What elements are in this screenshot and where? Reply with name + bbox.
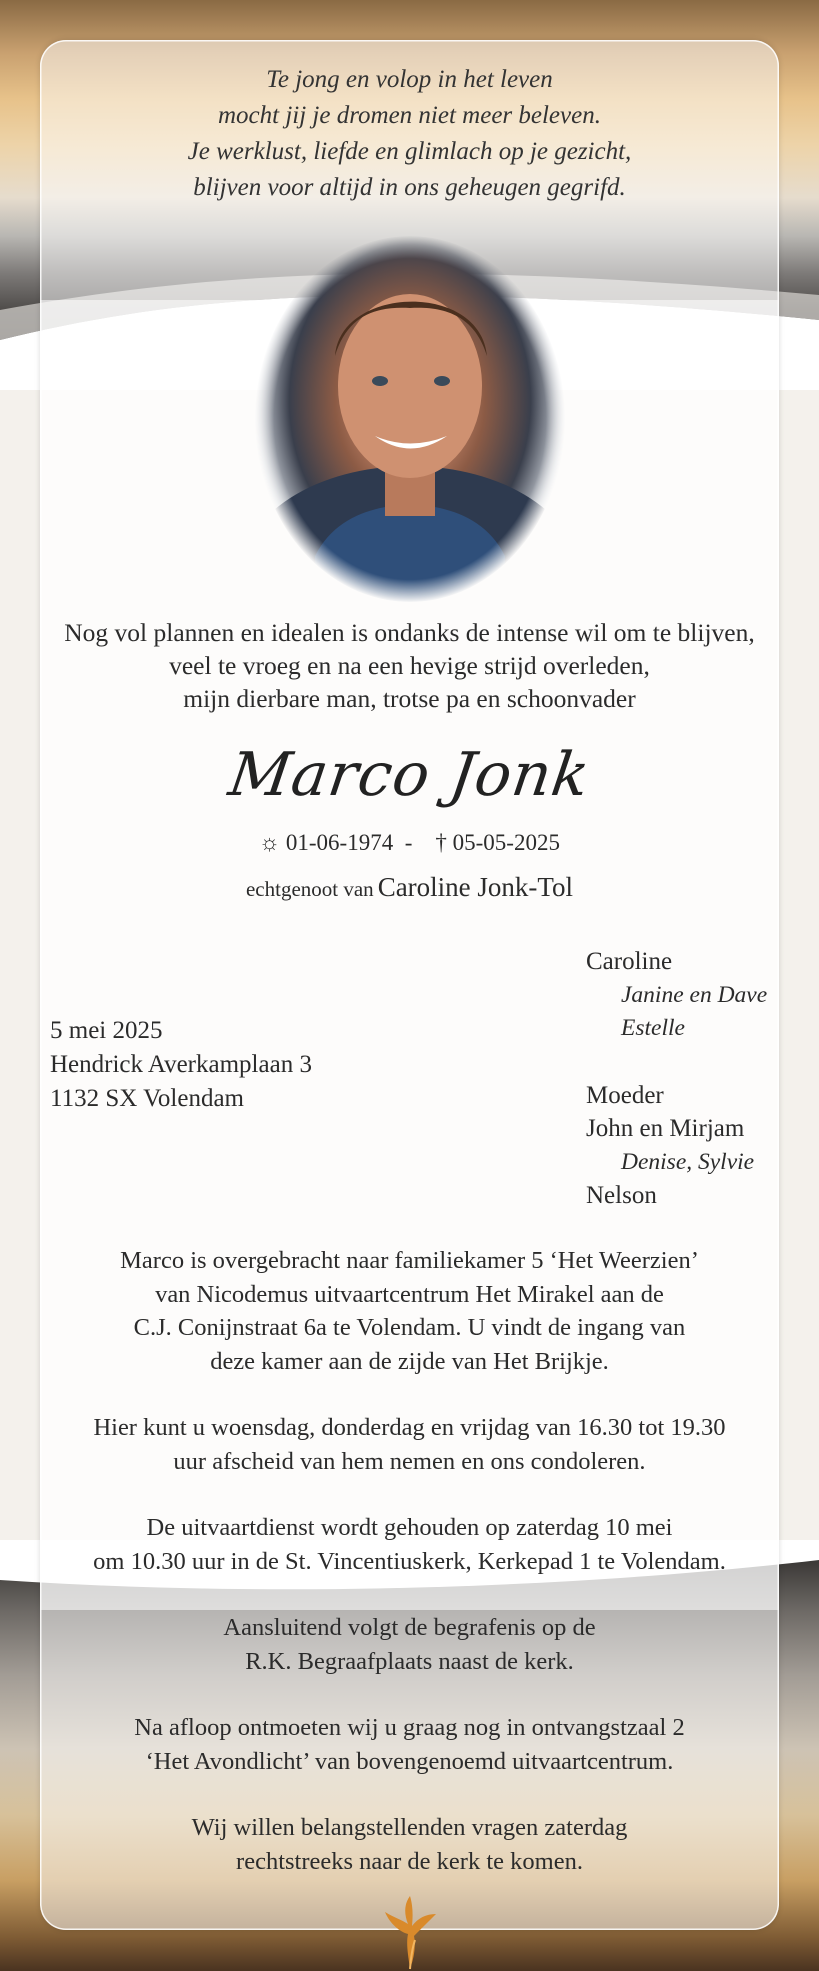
home-address: [50, 1014, 312, 1116]
paragraph-line: C.J. Conijnstraat 6a te Volendam. U vindt de ingang van: [133, 1314, 686, 1341]
portrait-illustration: [255, 236, 565, 602]
paragraph-reception: [40, 1711, 779, 1778]
death-icon: †: [435, 830, 447, 855]
birth-date: 01-06-1974: [285, 830, 394, 855]
family-list: [586, 945, 767, 1213]
announcement-intro: [20, 616, 799, 715]
portrait-photo: [255, 236, 565, 602]
poem-line: Je werklust, liefde en glimlach op je gezicht,: [187, 138, 632, 165]
spouse-line: [40, 872, 779, 903]
family-member: Nelson: [586, 1182, 657, 1209]
paragraph-burial: [40, 1611, 779, 1678]
family-sibling-children: Denise, Sylvie: [621, 1148, 755, 1175]
deceased-name: Marco Jonk: [224, 740, 595, 810]
poem-line: blijven voor altijd in ons geheugen gegrifd.: [193, 174, 626, 201]
intro-line: mijn dierbare man, trotse pa en schoonvader: [183, 684, 636, 713]
paragraph-request: [40, 1811, 779, 1878]
family-member: John en Mirjam: [586, 1115, 745, 1142]
dates-separator: -: [404, 830, 413, 855]
paragraph-location: [40, 1244, 779, 1378]
paragraph-line: om 10.30 uur in de St. Vincentiuskerk, Kerkepad 1 te Volendam.: [93, 1547, 726, 1575]
intro-line: veel te vroeg en na een hevige strijd overleden,: [169, 651, 650, 680]
paragraph-line: deze kamer aan de zijde van Het Brijkje.: [210, 1347, 609, 1375]
spouse-name: Caroline Jonk-Tol: [377, 872, 574, 902]
poem-line: Te jong en volop in het leven: [266, 66, 553, 93]
address-city: 1132 SX Volendam: [50, 1085, 244, 1112]
paragraph-line: De uitvaartdienst wordt gehouden op zaterdag 10 mei: [146, 1514, 673, 1541]
paragraph-line: Wij willen belangstellenden vragen zaterdag: [191, 1814, 628, 1841]
address-date: 5 mei 2025: [50, 1017, 163, 1044]
paragraph-line: uur afscheid van hem nemen en ons condoleren.: [173, 1447, 646, 1475]
family-member: Caroline: [586, 948, 673, 975]
intro-line: Nog vol plannen en idealen is ondanks de intense wil om te blijven,: [64, 618, 755, 647]
life-dates: [40, 830, 779, 856]
family-member: Moeder: [586, 1081, 664, 1109]
paragraph-line: Na afloop ontmoeten wij u graag nog in ontvangstzaal 2: [134, 1714, 685, 1741]
birth-icon: ☼: [259, 830, 281, 855]
address-street: Hendrick Averkamplaan 3: [50, 1051, 312, 1078]
death-date: 05-05-2025: [452, 830, 560, 855]
paragraph-line: Aansluitend volgt de begrafenis op de: [223, 1614, 596, 1641]
dove-icon: [380, 1894, 440, 1971]
paragraph-line: Marco is overgebracht naar familiekamer 5 ‘Het Weerzien’: [120, 1247, 699, 1274]
family-grandchild: Estelle: [621, 1015, 685, 1041]
paragraph-service: [40, 1511, 779, 1578]
paragraph-line: R.K. Begraafplaats naast de kerk.: [245, 1647, 574, 1675]
family-children: Janine en Dave: [621, 981, 768, 1008]
paragraph-visiting: [40, 1411, 779, 1478]
paragraph-line: Hier kunt u woensdag, donderdag en vrijdag van 16.30 tot 19.30: [93, 1414, 726, 1441]
paragraph-line: rechtstreeks naar de kerk te komen.: [236, 1847, 583, 1875]
paragraph-line: ‘Het Avondlicht’ van bovengenoemd uitvaartcentrum.: [145, 1747, 674, 1775]
spouse-prefix: echtgenoot van: [245, 877, 374, 901]
paragraph-line: van Nicodemus uitvaartcentrum Het Mirakel aan de: [155, 1280, 664, 1308]
poem: [40, 62, 779, 206]
poem-line: mocht jij je dromen niet meer beleven.: [218, 102, 601, 129]
